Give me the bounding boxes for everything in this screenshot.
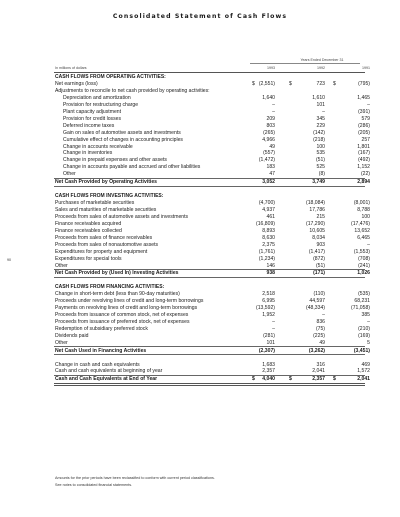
value-1991: 2,894: [357, 179, 370, 186]
value-1992: (18,084): [306, 199, 325, 206]
dollar-sign: $: [333, 80, 336, 87]
value-1993: (4,700): [258, 199, 275, 206]
table-row: [0, 333, 400, 340]
table-row: [0, 221, 400, 228]
row-label: Finance receivables acquired: [55, 220, 122, 227]
year-1993-header: 1993: [267, 66, 275, 70]
row-label: Net Cash Provided by Operating Activities: [55, 179, 157, 186]
row-label: Cash and Cash Equivalents at End of Year: [55, 376, 158, 383]
value-1993: 461: [266, 213, 275, 220]
value-1993: (1,761): [258, 248, 275, 255]
row-label: Sales and maturities of marketable securities: [55, 206, 157, 213]
value-1993: 4,937: [262, 206, 275, 213]
table-row: [0, 326, 400, 333]
value-1991: 8,788: [357, 206, 370, 213]
section-heading-row: [0, 74, 400, 81]
table-row: [0, 298, 400, 305]
table-row: [0, 312, 400, 319]
value-1991: (492): [358, 157, 370, 164]
value-1991: 100: [361, 213, 370, 220]
row-label: Change in short-term debt (less than 90-day maturities): [55, 291, 180, 298]
table-row: [0, 102, 400, 109]
value-1991: 13,652: [354, 227, 370, 234]
row-label: Other: [55, 262, 68, 269]
grand-total-double-rule: [54, 383, 365, 387]
value-1991: (391): [358, 108, 370, 115]
table-row: [0, 305, 400, 312]
value-1991: 2,041: [357, 376, 370, 383]
value-1991: 385: [361, 312, 370, 318]
value-1993: 8,893: [262, 227, 275, 234]
value-1992: (75): [315, 325, 325, 332]
table-row: [0, 256, 400, 263]
value-1992: (1,417): [308, 248, 325, 255]
section-heading: CASH FLOWS FROM INVESTING ACTIVITIES:: [55, 193, 164, 199]
value-1993: 4,040: [262, 376, 275, 383]
value-1991: (22): [360, 171, 370, 178]
row-label: Other: [63, 171, 76, 178]
table-row: [0, 88, 400, 95]
table-row: [0, 95, 400, 102]
header-rule: [54, 72, 365, 73]
table-row: [0, 200, 400, 207]
units-label: In millions of dollars: [55, 66, 87, 70]
table-row: [0, 249, 400, 256]
value-1993: (281): [263, 332, 275, 339]
value-1992: 535: [316, 150, 325, 157]
value-1992: 17,786: [309, 206, 325, 213]
table-row: [0, 130, 400, 137]
period-span-rule: [250, 63, 360, 64]
section-heading-row: [0, 193, 400, 200]
value-1992: (17,290): [306, 220, 325, 227]
row-label: Proceeds from sales of automotive assets and investments: [55, 213, 189, 220]
value-1993: (2,551): [258, 80, 275, 87]
row-label: Cumulative effect of changes in accounting principles: [63, 136, 183, 143]
value-1993: 4,966: [262, 136, 275, 143]
value-1991: (1,553): [353, 248, 370, 255]
value-1993: 47: [269, 171, 275, 178]
year-1992-header: 1992: [317, 66, 325, 70]
section-heading-row: [0, 284, 400, 291]
value-1991: (169): [358, 332, 370, 339]
period-span-header: Years Ended December 31: [300, 58, 344, 62]
value-1991: (535): [358, 291, 370, 298]
value-1993: 803: [266, 122, 275, 129]
dollar-sign: $: [333, 376, 336, 383]
value-1992: 101: [316, 101, 325, 108]
value-1993: 938: [266, 270, 275, 277]
row-label: Other: [55, 339, 68, 346]
value-1992: (51): [315, 262, 325, 269]
value-1991: (17,476): [351, 220, 370, 227]
table-row: [0, 116, 400, 123]
value-1993: 1,952: [262, 312, 275, 318]
value-1991: (8,001): [353, 199, 370, 206]
footnote-reclassification: Amounts for the prior periods have been reclassified to conform with current period classifications.: [55, 476, 215, 480]
value-1992: 10,605: [309, 227, 325, 234]
table-row: [0, 319, 400, 326]
row-label: Cash and cash equivalents at beginning of year: [55, 368, 163, 375]
page-title: Consolidated Statement of Cash Flows: [112, 13, 288, 20]
table-row: [0, 235, 400, 242]
value-1992: 3,749: [312, 179, 325, 186]
dollar-sign: $: [289, 376, 292, 383]
value-1992: 44,597: [309, 298, 325, 305]
row-label: Expenditures for special tools: [55, 255, 122, 262]
value-1993: (1,234): [258, 255, 275, 262]
row-label: Proceeds from sales of finance receivables: [55, 234, 153, 241]
value-1993: 209: [266, 115, 275, 122]
value-1992: (142): [313, 129, 325, 136]
value-1993: (557): [263, 150, 275, 157]
value-1993: 8,630: [262, 234, 275, 241]
table-row: [0, 214, 400, 221]
row-label: Adjustments to reconcile to net cash provided by operating activities:: [55, 87, 210, 94]
value-1992: (872): [313, 255, 325, 262]
value-1993: 49: [269, 143, 275, 150]
table-row: [0, 150, 400, 157]
value-1993: 2,357: [262, 368, 275, 375]
value-1991: 579: [361, 115, 370, 122]
table-row: [0, 362, 400, 369]
value-1991: 6,465: [357, 234, 370, 241]
dollar-sign: $: [252, 80, 255, 87]
value-1992: 2,041: [312, 368, 325, 375]
value-1993: –: [272, 325, 275, 332]
value-1992: (110): [313, 291, 325, 298]
value-1991: –: [367, 318, 370, 325]
value-1992: 49: [319, 339, 325, 346]
value-1991: 1,572: [357, 368, 370, 375]
value-1992: –: [322, 108, 325, 115]
value-1992: 525: [316, 164, 325, 171]
row-label: Change in prepaid expenses and other assets: [63, 157, 167, 164]
value-1991: (167): [358, 150, 370, 157]
dollar-sign: $: [289, 80, 292, 87]
value-1992: (218): [313, 136, 325, 143]
row-label: Change in inventories: [63, 150, 113, 157]
value-1991: (286): [358, 122, 370, 129]
row-label: Change in cash and cash equivalents: [55, 361, 140, 368]
subtotal-bottom-rule: [54, 277, 365, 278]
value-1991: (241): [358, 262, 370, 269]
value-1992: 229: [316, 122, 325, 129]
value-1992: 316: [316, 361, 325, 368]
side-page-number: 90: [7, 258, 11, 262]
row-label: Purchases of marketable securities: [55, 199, 135, 206]
table-row: [0, 207, 400, 214]
value-1991: (708): [358, 255, 370, 262]
value-1993: 146: [266, 262, 275, 269]
value-1993: 3,052: [262, 179, 275, 186]
table-row: [0, 242, 400, 249]
table-row: [0, 144, 400, 151]
value-1993: –: [272, 318, 275, 325]
value-1993: (13,592): [256, 305, 275, 312]
row-label: Payments on revolving lines of credit and long-term borrowings: [55, 305, 198, 312]
table-row: [0, 291, 400, 298]
value-1991: (210): [358, 325, 370, 332]
value-1992: (8): [318, 171, 325, 178]
row-label: Provision for restructuring charge: [63, 101, 139, 108]
table-row: [0, 137, 400, 144]
value-1991: 469: [361, 361, 370, 368]
value-1992: 903: [316, 241, 325, 248]
value-1992: 836: [316, 318, 325, 325]
value-1993: (265): [263, 129, 275, 136]
value-1992: (51): [315, 157, 325, 164]
value-1991: 257: [361, 136, 370, 143]
row-label: Provision for credit losses: [63, 115, 122, 122]
value-1991: 1,026: [357, 270, 370, 277]
row-label: Net Cash Provided by (Used In) Investing Activities: [55, 270, 179, 277]
row-label: Proceeds from sales of nonautomotive assets: [55, 241, 159, 248]
row-label: Change in accounts payable and accrued and other liabilities: [63, 164, 201, 171]
row-label: Depreciation and amortization: [63, 94, 131, 101]
value-1991: –: [367, 241, 370, 248]
table-row: [0, 164, 400, 171]
value-1993: 2,518: [262, 291, 275, 298]
value-1993: 1,640: [262, 94, 275, 101]
value-1993: 1,683: [262, 361, 275, 368]
table-row: [0, 228, 400, 235]
year-1991-header: 1991: [362, 66, 370, 70]
value-1993: (16,809): [256, 220, 275, 227]
value-1992: (48,334): [306, 305, 325, 312]
value-1992: 100: [316, 143, 325, 150]
subtotal-bottom-rule: [54, 354, 365, 355]
table-row: [0, 81, 400, 88]
value-1992: 1,610: [312, 94, 325, 101]
row-label: Net Cash Used in Financing Activities: [55, 347, 147, 354]
value-1992: –: [322, 312, 325, 318]
row-label: Gain on sales of automotive assets and investments: [63, 129, 181, 136]
row-label: Proceeds under revolving lines of credit and long-term borrowings: [55, 298, 204, 305]
footnote-see-notes: See notes to consolidated financial statements.: [55, 483, 133, 487]
value-1991: 5: [367, 339, 370, 346]
row-label: Change in accounts receivable: [63, 143, 133, 150]
row-label: Dividends paid: [55, 332, 89, 339]
dollar-sign: $: [252, 376, 255, 383]
table-row: [0, 109, 400, 116]
value-1991: 1,801: [357, 143, 370, 150]
value-1991: (3,451): [353, 347, 370, 354]
row-label: Plant capacity adjustment: [63, 108, 122, 115]
value-1992: 2,357: [312, 376, 325, 383]
row-label: Expenditures for property and equipment: [55, 248, 148, 255]
value-1993: 6,995: [262, 298, 275, 305]
value-1991: 68,231: [354, 298, 370, 305]
section-heading: CASH FLOWS FROM FINANCING ACTIVITIES:: [55, 284, 165, 291]
value-1992: 215: [316, 213, 325, 220]
value-1991: (71,058): [351, 305, 370, 312]
value-1992: (171): [313, 270, 325, 277]
value-1993: –: [272, 108, 275, 115]
section-heading: CASH FLOWS FROM OPERATING ACTIVITIES:: [55, 74, 166, 80]
value-1991: 1,465: [357, 94, 370, 101]
value-1993: 101: [266, 339, 275, 346]
table-row: [0, 157, 400, 164]
value-1991: (205): [358, 129, 370, 136]
value-1993: 2,375: [262, 241, 275, 248]
row-label: Proceeds from issuance of preferred stock, net of expenses: [55, 318, 190, 325]
value-1992: (225): [313, 332, 325, 339]
row-label: Net earnings (loss): [55, 80, 98, 87]
value-1993: (2,307): [258, 347, 275, 354]
value-1992: (3,262): [308, 347, 325, 354]
row-label: Redemption of subsidiary preferred stock: [55, 325, 148, 332]
value-1991: –: [367, 101, 370, 108]
table-row: [0, 123, 400, 130]
subtotal-bottom-rule: [54, 186, 365, 187]
value-1991: (795): [358, 80, 370, 87]
value-1993: 183: [266, 164, 275, 171]
value-1992: 723: [316, 80, 325, 87]
row-label: Finance receivables collected: [55, 227, 122, 234]
row-label: Proceeds from issuance of common stock, net of expenses: [55, 312, 189, 318]
value-1991: 1,152: [357, 164, 370, 171]
row-label: Deferred income taxes: [63, 122, 115, 129]
value-1993: –: [272, 101, 275, 108]
value-1992: 345: [316, 115, 325, 122]
value-1992: 8,034: [312, 234, 325, 241]
value-1993: (1,472): [258, 157, 275, 164]
